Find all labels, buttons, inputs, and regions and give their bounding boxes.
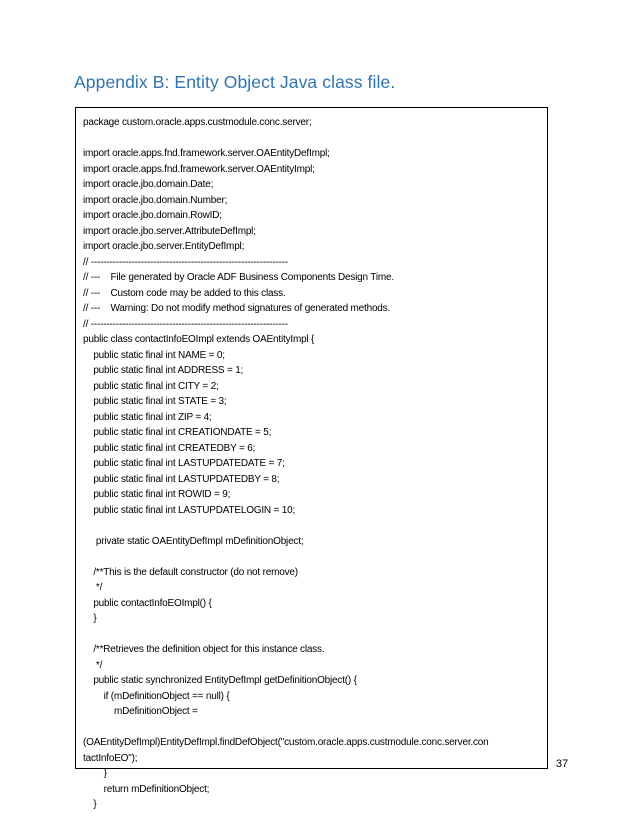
code-line: public static final int LASTUPDATELOGIN = 10; [83,504,296,516]
code-line [83,627,543,643]
code-listing-box [75,107,548,810]
code-line: /**Retrieves the definition object for this instance class. [83,644,325,655]
code-line [83,720,543,736]
code-line: // --- Warning: Do not modify method signatures of generated methods. [83,303,391,314]
page-number: 37 [555,758,569,770]
code-line: } [83,799,97,810]
code-line [83,549,543,565]
code-line: mDefinitionObject = [83,706,198,717]
code-line: public static final int NAME = 0; [83,349,225,361]
code-line: */ [83,659,103,671]
code-line: public static final int CREATIONDATE = 5; [83,427,272,438]
code-line: public class contactInfoEOImpl extends OAEntityImpl { [83,334,315,345]
code-line: // --- Custom code may be added to this class. [83,287,286,299]
code-line: public static final int ADDRESS = 1; [83,365,244,376]
code-line: return mDefinitionObject; [83,783,210,795]
code-line: public static synchronized EntityDefImpl getDefinitionObject() { [83,675,357,686]
appendix-heading: Appendix B: Entity Object Java class file. [74,72,396,92]
code-line: /**This is the default constructor (do not remove) [83,566,298,578]
code-line [83,131,543,147]
code-line: // --------------------------------------------------------------- [83,256,288,268]
code-line: import oracle.jbo.server.AttributeDefImpl; [83,225,256,237]
code-listing [83,115,543,813]
code-line: public contactInfoEOImpl() { [83,597,212,609]
code-line: } [83,613,97,624]
code-line: // --------------------------------------------------------------- [83,318,288,330]
code-line: if (mDefinitionObject == null) { [83,690,230,702]
code-line: public static final int CITY = 2; [83,380,219,392]
code-line: import oracle.jbo.domain.Date; [83,179,214,190]
code-line: public static final int ROWID = 9; [83,489,231,500]
code-line: (OAEntityDefImpl)EntityDefImpl.findDefObject("custom.oracle.apps.custmodule.conc.server.con [83,737,489,748]
code-line: import oracle.apps.fnd.framework.server.OAEntityImpl; [83,163,315,175]
code-line: */ [83,582,103,593]
code-line: private static OAEntityDefImpl mDefinitionObject; [83,535,304,547]
code-line: } [83,768,107,779]
code-line: tactInfoEO"); [83,752,138,764]
code-line: public static final int STATE = 3; [83,396,227,407]
code-line: package custom.oracle.apps.custmodule.conc.server; [83,117,312,128]
code-line: public static final int LASTUPDATEDBY = 8; [83,473,280,485]
code-line: import oracle.jbo.server.EntityDefImpl; [83,241,245,252]
code-line: import oracle.jbo.domain.Number; [83,194,228,206]
code-line: import oracle.jbo.domain.RowID; [83,210,222,221]
code-line: // --- File generated by Oracle ADF Business Components Design Time. [83,272,394,283]
code-line: public static final int LASTUPDATEDATE = 7; [83,458,285,469]
code-line: import oracle.apps.fnd.framework.server.OAEntityDefImpl; [83,148,330,159]
code-line: public static final int CREATEDBY = 6; [83,442,256,454]
code-line: public static final int ZIP = 4; [83,411,212,423]
code-line [83,518,543,534]
